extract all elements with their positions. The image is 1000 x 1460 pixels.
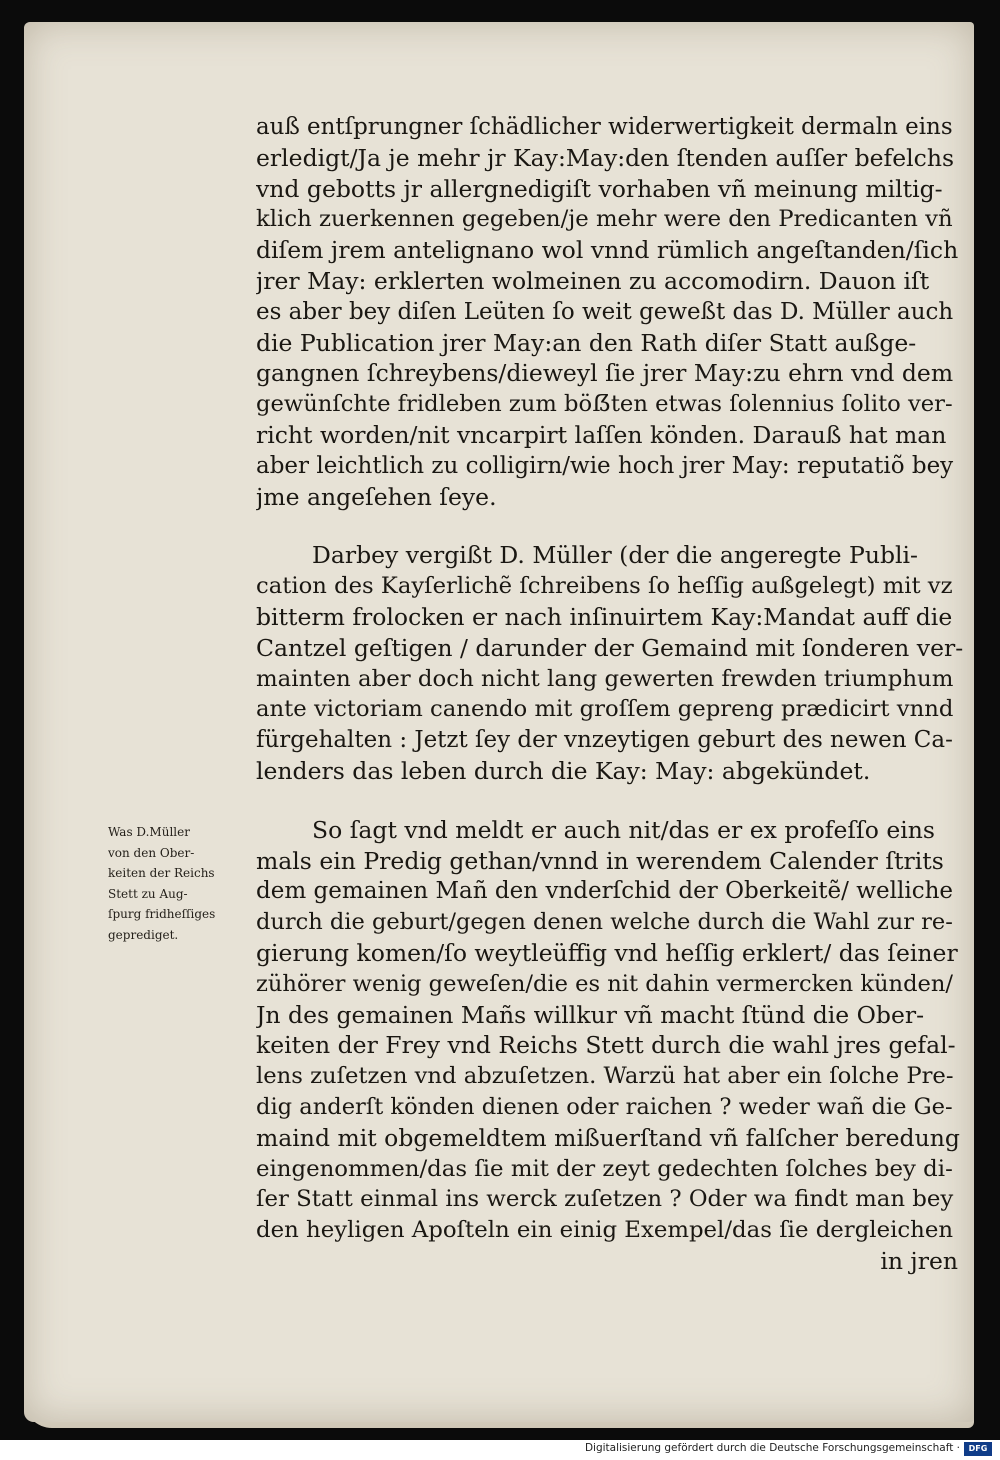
text-line: lenders das leben durch die Kay: May: abgekündet. [256,756,871,785]
text-line: jme angeſehen ſeye. [256,482,497,511]
margin-line: keiten der Reichs [108,866,215,880]
text-line: ſer Statt einmal ins werck zuſetzen ? Oder wa findt man bey [256,1186,954,1213]
text-line: klich zuerkennen gegeben/je mehr were den Predicanten vñ [256,206,953,233]
text-line: durch die geburt/gegen denen welche durch die Wahl zur re- [256,909,953,936]
text-line: dig anderſt könden dienen oder raichen ? weder wañ die Ge- [256,1093,953,1120]
margin-line: von den Ober- [108,845,195,860]
text-line: gierung komen/ſo weytleüffig vnd heſſig erklert/ das ſeiner [256,938,958,967]
text-line: mals ein Predig gethan/vnnd in werendem Calender ſtrits [256,846,944,875]
text-line: fürgehalten : Jetzt ſey der vnzeytigen geburt des newen Ca- [256,727,953,754]
text-line: auß entſprungner ſchädlicher widerwertigkeit dermaln eins [256,114,953,140]
text-line: Cantzel geſtigen / darunder der Gemaind mit ſonderen ver- [256,633,964,662]
text-line: So ſagt vnd meldt er auch nit/das er ex profeſſo eins [312,815,935,844]
text-line: den heyligen Apoſteln ein einig Exempel/das ſie dergleichen [256,1217,954,1244]
marginal-note [108,822,258,945]
text-line: vnd gebotts jr allergnedigiſt vorhaben vñ meinung miltig- [256,174,943,203]
paragraph-3 [256,815,964,1277]
text-line: lens zuſetzen vnd abzuſetzen. Warzü hat aber ein ſolche Pre- [256,1063,954,1090]
text-line: gangnen ſchreybens/dieweyl ſie jrer May:zu ehrn vnd dem [256,359,954,388]
dfg-logo[interactable]: DFG [964,1442,992,1456]
text-line: gewünſchte fridleben zum böẞten etwas ſolennius ſolito ver- [256,391,953,418]
text-line: jrer May: erklerten wolmeinen zu accomodirn. Dauon iſt [256,266,930,295]
text-line: eingenommen/das ſie mit der zeyt gedechten ſolches bey di- [256,1155,953,1182]
text-line: es aber bey diſen Leüten ſo weit geweßt das D. Müller auch [256,298,954,325]
text-line: diſem jrem antelignano wol vnnd rümlich angeſtanden/ſich [256,236,959,265]
paragraph-1 [256,112,964,512]
text-line: erledigt/Ja je mehr jr Kay:May:den ſtenden auſſer befelchs [256,143,955,172]
body-text [256,112,964,1277]
text-line: bitterm frolocken er nach inſinuirtem Kay:Mandat auff die [256,602,953,631]
text-line: zühörer wenig geweſen/die es nit dahin vermercken künden/ [256,970,954,997]
text-line: keiten der Frey vnd Reichs Stett durch die wahl jres gefal- [256,1031,956,1060]
text-line: dem gemainen Mañ den vnderſchid der Oberkeitẽ/ welliche [256,878,954,905]
catchword: in jren [880,1246,958,1275]
text-line: aber leichtlich zu colligirn/wie hoch jrer May: reputatiõ bey [256,452,954,479]
funding-credit: Digitalisierung gefördert durch die Deutsche Forschungsgemeinschaft · [584,1442,960,1454]
text-line: ante victoriam canendo mit groſſem gepreng prædicirt vnnd [256,696,954,723]
margin-line: Stett zu Aug- [108,886,188,901]
paragraph-2 [256,540,964,786]
text-line: die Publication jrer May:an den Rath diſer Statt außge- [256,328,917,357]
margin-line: ſpurg fridheſſiges [108,907,216,921]
text-line: mainten aber doch nicht lang gewerten frewden triumphum [256,665,954,692]
text-line: Darbey vergißt D. Müller (der die angeregte Publi- [312,541,918,570]
text-line: maind mit obgemeldtem mißuerſtand vñ falſcher beredung [256,1123,960,1152]
margin-line: geprediget. [108,927,179,942]
text-line: cation des Kayſerlichẽ ſchreibens ſo heſſig außgelegt) mit vz [256,573,953,600]
margin-line: Was D.Müller [108,825,190,839]
text-line: richt worden/nit vncarpirt laſſen könden. Darauß hat man [256,420,947,449]
text-line: Jn des gemainen Mañs willkur vñ macht ſtünd die Ober- [256,1000,925,1029]
